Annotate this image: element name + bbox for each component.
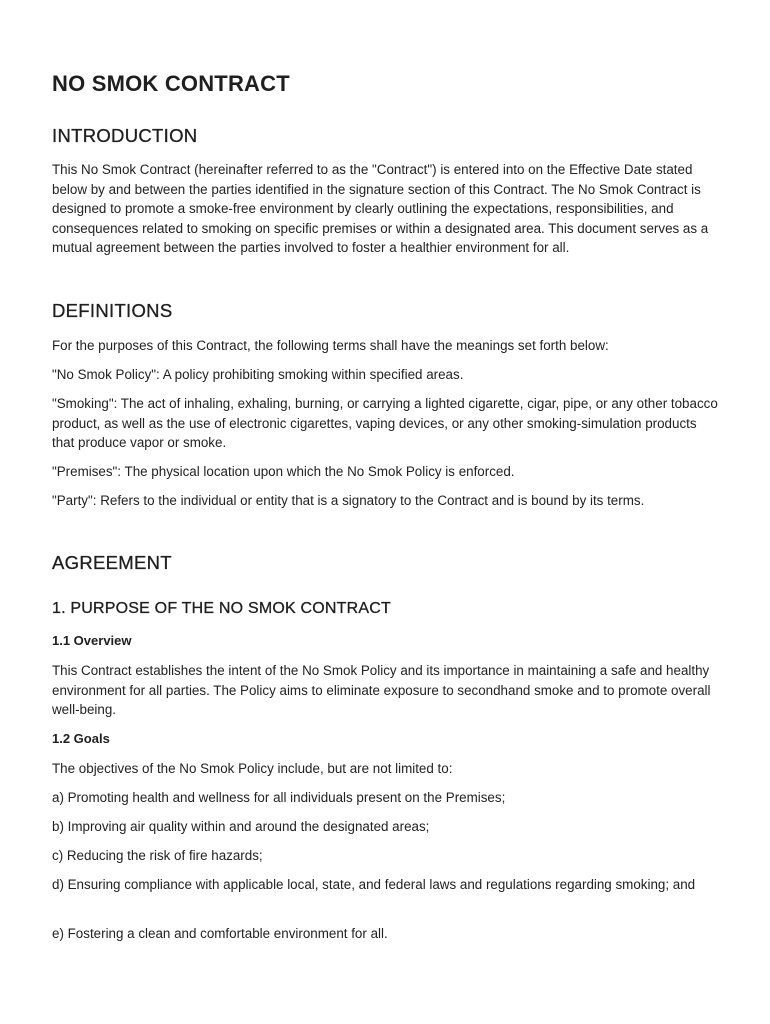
agreement-heading: AGREEMENT	[52, 552, 172, 573]
goal-item-a: a) Promoting health and wellness for all individuals present on the Premises;	[52, 790, 506, 805]
definition-party: "Party": Refers to the individual or entity that is a signatory to the Contract and is bound by its terms.	[52, 493, 645, 508]
goals-heading: 1.2 Goals	[52, 731, 110, 746]
definitions-intro: For the purposes of this Contract, the following terms shall have the meanings set forth below:	[52, 338, 609, 353]
definition-smoking: "Smoking": The act of inhaling, exhaling, burning, or carrying a lighted cigarette, cigar, pipe, or any other tobacco product, as well as the use of electronic cigarettes, vaping devices, or any other smoking-simulation products that produce vapor or smoke.	[52, 396, 718, 451]
goal-item-e: e) Fostering a clean and comfortable environment for all.	[52, 926, 388, 941]
definitions-heading: DEFINITIONS	[52, 300, 173, 321]
overview-body: This Contract establishes the intent of the No Smok Policy and its importance in maintaining a safe and healthy environment for all parties. The Policy aims to eliminate exposure to secondhand smoke and to promote overall well-being.	[52, 663, 711, 718]
goal-item-d: d) Ensuring compliance with applicable local, state, and federal laws and regulations regarding smoking; and	[52, 877, 696, 892]
introduction-body: This No Smok Contract (hereinafter referred to as the "Contract") is entered into on the Effective Date stated below by and between the parties identified in the signature section of this Contract. The No Smok Contract is designed to promote a smoke-free environment by clearly outlining the expectations, responsibilities, and consequences related to smoking on specific premises or within a designated area. This document serves as a mutual agreement between the parties involved to foster a healthier environment for all.	[52, 162, 709, 256]
overview-heading: 1.1 Overview	[52, 633, 132, 648]
document-title: NO SMOK CONTRACT	[52, 71, 290, 96]
section-1-heading: 1. PURPOSE OF THE NO SMOK CONTRACT	[52, 600, 391, 617]
goal-item-c: c) Reducing the risk of fire hazards;	[52, 848, 263, 863]
introduction-heading: INTRODUCTION	[52, 125, 198, 146]
definition-premises: "Premises": The physical location upon which the No Smok Policy is enforced.	[52, 464, 515, 479]
goals-intro: The objectives of the No Smok Policy include, but are not limited to:	[52, 761, 453, 776]
goal-item-b: b) Improving air quality within and around the designated areas;	[52, 819, 430, 834]
definition-no-smok-policy: "No Smok Policy": A policy prohibiting smoking within specified areas.	[52, 367, 464, 382]
